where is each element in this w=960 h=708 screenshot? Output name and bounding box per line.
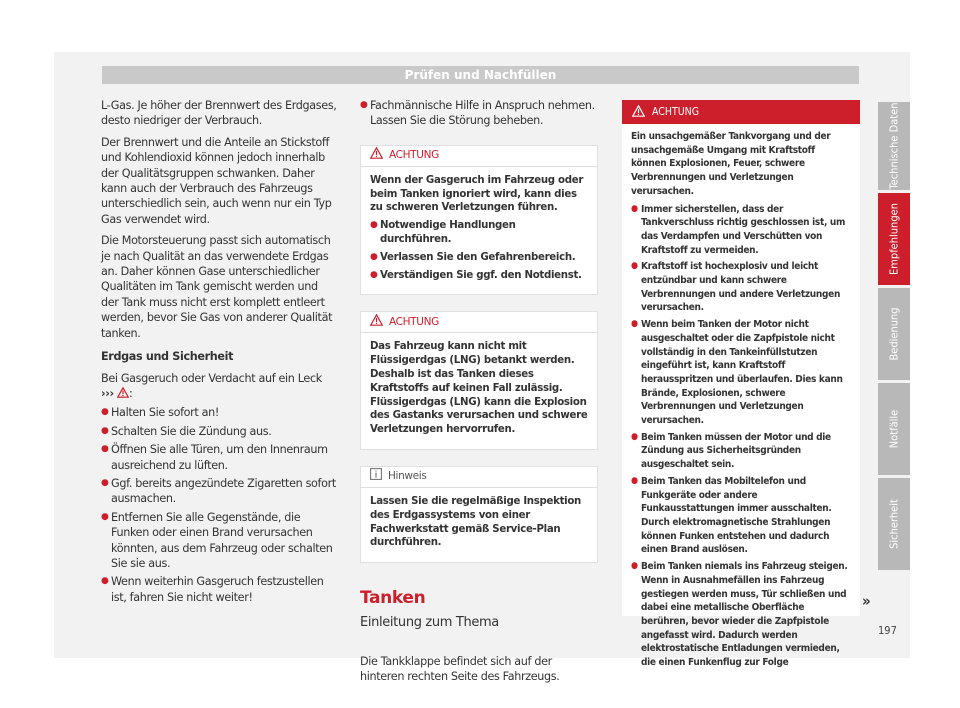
warning-header [361,146,597,167]
tab-technische-daten[interactable] [878,102,910,190]
list-item: ● Kraftstoff ist hochexplosiv und leicht entzündbar und kann schwere Verbrennungen und andere Verletzungen verursachen. [631,260,852,315]
subheading: Erdgas und Sicherheit [101,350,234,364]
list-item: ● Öffnen Sie alle Türen, um den Innenraum ausreichend zu lüften. [101,442,337,473]
warning-label: ACHTUNG [389,149,439,162]
section-subtitle: Einleitung zum Thema [360,614,499,630]
warning-triangle-icon [117,387,129,402]
list-item: ● Immer sicherstellen, dass der Tankverschluss richtig geschlossen ist, um das Verdampfen und Verschütten von Kraftstoff zu vermeiden. [631,203,852,258]
warning-triangle-icon [370,147,389,164]
tab-label: Sicherheit [887,499,901,549]
page-header: Prüfen und Nachfüllen [102,66,859,84]
list-item: ● Wenn beim Tanken der Motor nicht ausgeschaltet oder die Zapfpistole nicht vollständig in den Tankeinfüllstutzen eingeführt ist, kann Kraftstoff herausspritzen und überlaufen. Dies kann Brände, Explosionen, schwere Verbrennungen und Verletzungen verursachen. [631,318,852,428]
warning-label: ACHTUNG [652,106,700,118]
list-item: ● Beim Tanken das Mobiltelefon und Funkgeräte oder andere Funkausstattungen immer ausschalten. Durch elektromagnetische Strahlungen können Funken entstehen und dadurch einen Brand auslösen. [631,475,852,557]
tab-label: Technische Daten [887,102,901,190]
warning-body [361,167,597,295]
warning-box [360,145,598,296]
list-item: ● Ggf. bereits angezündete Zigaretten sofort ausmachen. [101,476,337,507]
paragraph: Der Brennwert und die Anteile an Stickstoff und Kohlendioxid können jedoch innerhalb der Qualitätsgruppen schwanken. Daher kann auch der Verbrauch des Fahrzeugs unterschiedlich sein, auch wenn nur ein Typ Gas verwendet wird. [101,135,332,226]
paragraph: Die Motorsteuerung passt sich automatisch je nach Qualität an das verwendete Erdgas an. Daher können Gase unterschiedlicher Qualitäten im Tank gemischt werden und der Tank muss nicht erst komplett entleert werden, bevor Sie Gas von anderer Qualität tanken. [101,234,333,340]
hint-text: Lassen Sie die regelmäßige Inspektion des Erdgassystems von einer Fachwerkstatt gemäß Service-Plan durchführen. [370,495,582,549]
info-icon [370,468,388,485]
tab-label: Notfälle [887,409,901,449]
side-tabs [878,102,910,573]
warning-body [622,124,860,679]
warning-box-large [622,100,860,669]
paragraph: Die Tankklappe befindet sich auf der hinteren rechten Seite des Fahrzeugs. [360,654,560,684]
list-item: ● Beim Tanken müssen der Motor und die Zündung aus Sicherheitsgründen ausgeschaltet sein. [631,431,852,472]
warning-text: Ein unsachgemäßer Tankvorgang und der unsachgemäße Umgang mit Kraftstoff können Explosionen, Feuer, schwere Verbrennungen und Verletzungen verursachen. [631,131,831,197]
tab-notfaelle[interactable] [878,383,910,475]
column-left [101,98,337,608]
hint-box [360,466,598,563]
warning-text: Das Fahrzeug kann nicht mit Flüssigerdgas (LNG) betankt werden. Deshalb ist das Tanken dieses Kraftstoffs auf keinen Fall zulässig. Flüssigerdgas (LNG) kann die Explosion des Gastanks verursachen und schwere Verletzungen hervorrufen. [370,341,588,436]
tab-bedienung[interactable] [878,288,910,380]
warning-box [360,311,598,450]
warning-triangle-icon [632,105,652,120]
paragraph: L-Gas. Je höher der Brennwert des Erdgases, desto niedriger der Verbrauch. [101,99,337,128]
section-title: Tanken [360,588,426,609]
list-item: ● Fachmännische Hilfe in Anspruch nehmen. Lassen Sie die Störung beheben. [360,98,598,129]
paragraph-text: Bei Gasgeruch oder Verdacht auf ein Leck [101,371,322,385]
tab-label: Empfehlungen [887,203,901,275]
warning-header [361,312,597,333]
list-item: ● Schalten Sie die Zündung aus. [101,424,337,439]
list-item: ● Verständigen Sie ggf. den Notdienst. [370,269,588,283]
paragraph: Bei Gasgeruch oder Verdacht auf ein Leck ››› : [101,371,337,403]
list-item: ● Halten Sie sofort an! [101,405,337,420]
warning-triangle-icon [370,314,389,331]
list-item: ● Wenn weiterhin Gasgeruch festzustellen ist, fahren Sie nicht weiter! [101,574,337,605]
hint-header [361,467,597,488]
hint-body [361,488,597,562]
continue-arrow-icon[interactable]: » [862,592,871,610]
warning-label: ACHTUNG [389,315,439,328]
list-item: ● Beim Tanken niemals ins Fahrzeug steigen. Wenn in Ausnahmefällen ins Fahrzeug gestiegen werden muss, Tür schließen und dabei eine metallische Oberfläche berühren, bevor wieder die Zapfpistole angefasst wird. Dadurch werden elektrostatische Entladungen vermieden, die einen Funkenflug zur Folge [631,560,852,670]
warning-header [622,100,860,124]
hint-label: Hinweis [388,470,427,483]
page-number: 197 [878,624,897,637]
column-middle [360,98,598,691]
list-item: ● Notwendige Handlungen durchführen. [370,219,588,247]
tab-sicherheit[interactable] [878,478,910,570]
list-item: ● Entfernen Sie alle Gegenstände, die Funken oder einen Brand verursachen könnten, aus dem Fahrzeug oder schalten Sie sie aus. [101,510,337,572]
reference-arrows[interactable]: ››› [101,386,114,400]
tab-label: Bedienung [887,307,901,361]
list-item: ● Verlassen Sie den Gefahrenbereich. [370,251,588,265]
warning-text: Wenn der Gasgeruch im Fahrzeug oder beim Tanken ignoriert wird, kann dies zu schweren Verletzungen führen. [370,174,584,214]
warning-body [361,333,597,449]
tab-empfehlungen[interactable] [878,193,910,285]
